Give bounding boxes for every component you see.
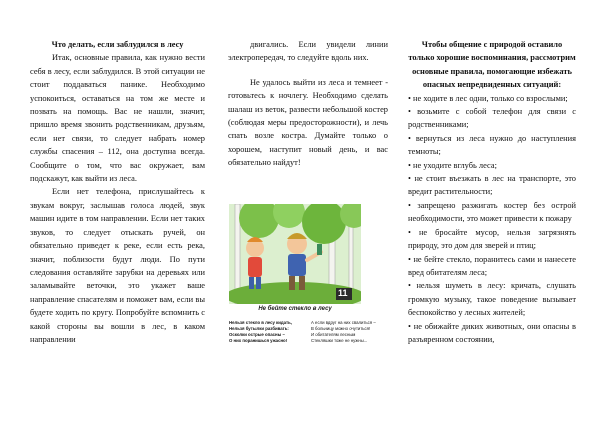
poem-line: А если вдруг на них свалиться – [311, 320, 376, 325]
poem-line: О них поранишься ужасно! [229, 338, 288, 343]
illustration-caption: Не бейте стекло в лесу [258, 306, 332, 312]
list-item: • не стоит въезжать в лес на транспорте, это вредит растительности; [408, 172, 576, 199]
paragraph: двигались. Если увидели линии электропередач, то следуйте вдоль них. [228, 40, 388, 63]
poem-left [229, 320, 303, 344]
list-item: • нельзя шуметь в лесу: кричать, слушать громкую музыку, такое поведение вызывает беспокойство у лесных жителей; [408, 279, 576, 319]
list-item: • вернуться из леса нужно до наступления темноты; [408, 132, 576, 159]
list-item: • не уходите вглубь леса; [408, 159, 576, 172]
page-number-badge: 11 [338, 288, 348, 298]
column-middle [228, 38, 388, 170]
list-item: • запрещено разжигать костер без острой необходимости, это может привести к пожару [408, 199, 576, 226]
paragraph: Если нет телефона, прислушайтесь к звукам вокруг, заслышав голоса людей, звук машин идите в том направлении. Если нет таких звуков, то следует отыскать ручей, он обязательно приведет к реке, если есть река, значит, поблизости будут люди. По пути следования оставляйте зарубки на деревьях или заламывайте веточки, это укажет ваше направление спасателям и поможет вам, если вы будете ходить по кругу. Попробуйте вспомнить с какой стороны вы вошли в лес, в каком направлении [30, 187, 205, 344]
poem-line: В больницу можно очутиться! [311, 326, 371, 331]
list-item: • не бейте стекло, поранитесь сами и нанесете вред обитателям леса; [408, 253, 576, 280]
section-title: Что делать, если заблудился в лесу [51, 40, 184, 49]
rules-title: Чтобы общение с природой оставило только хорошие воспоминания, рассмотрим основные правила, помогающие избежать опасных непредвиденных ситуаций: [408, 40, 576, 90]
list-item: • не бросайте мусор, нельзя загрязнять природу, это дом для зверей и птиц; [408, 226, 576, 253]
paragraph: Итак, основные правила, как нужно вести себя в лесу, если заблудился. В этой ситуации не стоит поддаваться панике. Необходимо успокоиться, оставаться на том же месте и позвать на помощь. Вас не нашли, значит, пришло время звонить родственникам, друзьям, если нет связи, то следует набрать номер службы спасения – 112, она доступна всегда. Сообщите о том, что вас окружает, вам подскажут, как выйти из леса. [30, 53, 205, 184]
poem-line: Нельзя бутылки разбивать: [229, 326, 289, 331]
poem-right [311, 320, 381, 344]
list-item: • не обижайте диких животных, они опасны в разъяренном состоянии, [408, 320, 576, 347]
poem-line: Стекляшки тоже не нужны... [311, 338, 368, 343]
poem-line: И обитателям лесным [311, 332, 356, 337]
paragraph: Не удалось выйти из леса и темнеет - готовьтесь к ночлегу. Необходимо сделать шалаш из веток, развести небольшой костер (соблюдая меры предосторожности), и лечь спать возле костра. Думайте только о хорошем, наступит новый день, и вас обязательно найдут! [228, 77, 388, 168]
rules-list [408, 92, 576, 347]
column-left [30, 38, 205, 346]
illustration [229, 204, 361, 304]
list-item: • не ходите в лес одни, только со взрослыми; [408, 92, 576, 105]
poem-line: Осколки острые опасны – [229, 332, 285, 337]
list-item: • возьмите с собой телефон для связи с родственниками; [408, 105, 576, 132]
poem-line: Нельзя стекло в лесу кидать, [229, 320, 292, 325]
column-right [408, 38, 576, 346]
